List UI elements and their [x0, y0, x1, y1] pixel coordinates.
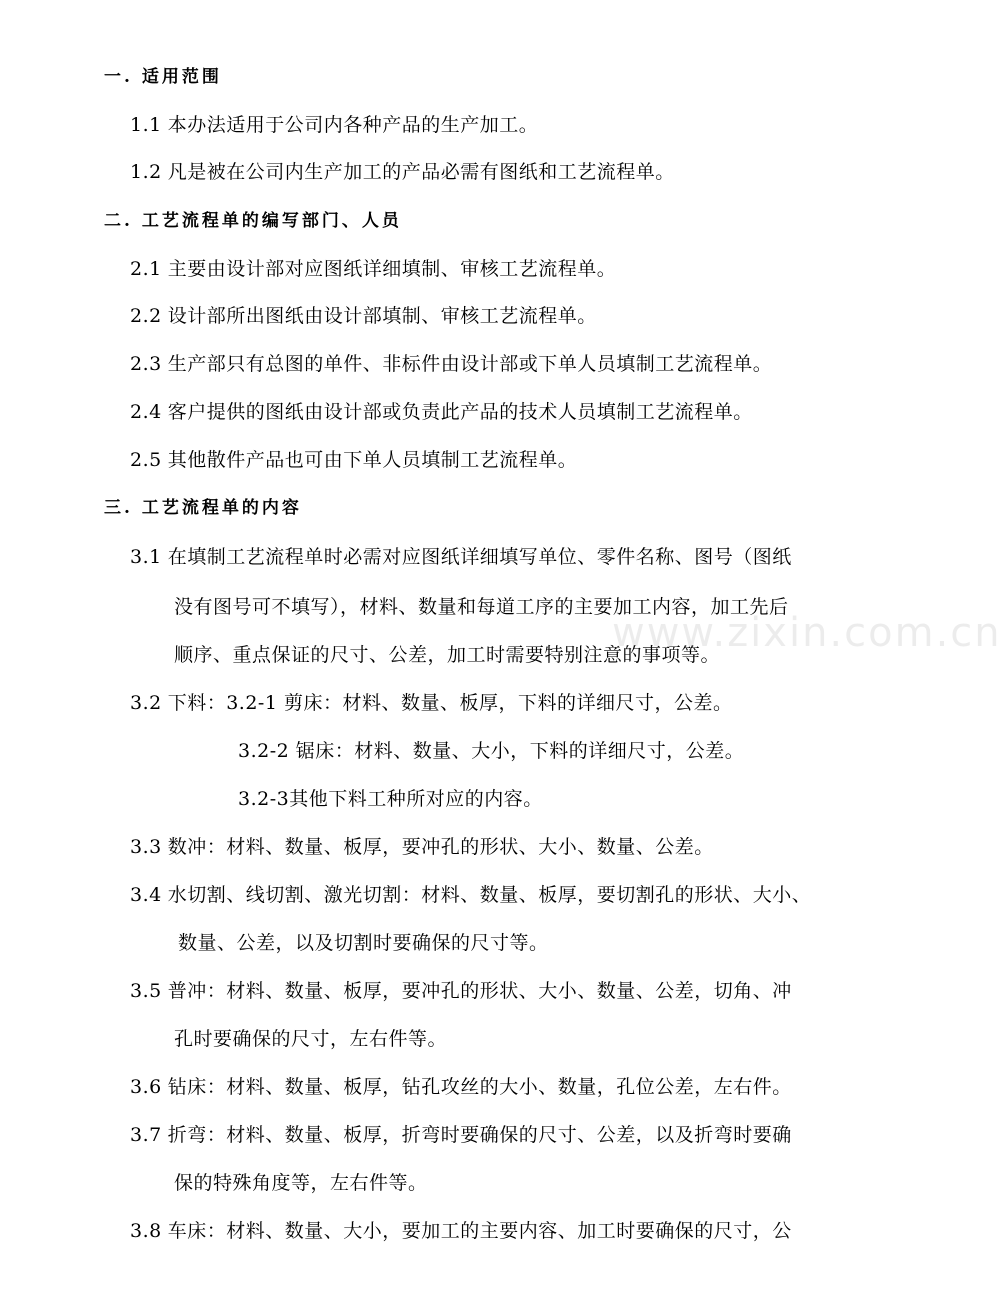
clause-3-7 [130, 1120, 792, 1147]
clause-3-4 [130, 880, 811, 907]
clause-text: 数冲：材料、数量、板厚，要冲孔的形状、大小、数量、公差。 [167, 836, 714, 858]
clause-1-2 [130, 157, 675, 184]
section-heading-3: 三. 工艺流程单的内容 [104, 498, 302, 518]
clause-number: 1.2 [130, 161, 162, 183]
clause-number: 3.3 [130, 836, 162, 858]
clause-number: 3.1 [130, 546, 162, 568]
clause-2-2 [130, 301, 597, 328]
clause-3-4-continuation: 数量、公差，以及切割时要确保的尺寸等。 [178, 932, 549, 954]
clause-text: 折弯：材料、数量、板厚，折弯时要确保的尺寸、公差，以及折弯时要确 [167, 1124, 792, 1146]
clause-3-1 [130, 542, 792, 569]
clause-3-1-continuation: 顺序、重点保证的尺寸、公差，加工时需要特别注意的事项等。 [174, 644, 721, 666]
clause-number: 2.3 [130, 353, 162, 375]
clause-number: 3.5 [130, 980, 162, 1002]
clause-3-5-continuation: 孔时要确保的尺寸，左右件等。 [174, 1028, 448, 1050]
clause-text: 普冲：材料、数量、板厚，要冲孔的形状、大小、数量、公差，切角、冲 [167, 980, 792, 1002]
clause-text: 本办法适用于公司内各种产品的生产加工。 [167, 114, 539, 136]
clause-number: 3.8 [130, 1220, 162, 1242]
clause-3-2 [130, 688, 733, 715]
clause-number: 3.7 [130, 1124, 162, 1146]
clause-2-1 [130, 254, 616, 281]
section-heading-1: 一. 适用范围 [104, 67, 222, 87]
clause-1-1 [130, 110, 538, 137]
clause-text: 钻床：材料、数量、板厚，钻孔攻丝的大小、数量，孔位公差，左右件。 [167, 1076, 792, 1098]
clause-3-3 [130, 832, 714, 859]
clause-3-6 [130, 1072, 792, 1099]
clause-text: 主要由设计部对应图纸详细填制、审核工艺流程单。 [167, 258, 617, 280]
clause-number: 3.2 [130, 692, 162, 714]
clause-3-8 [130, 1216, 792, 1243]
clause-3-2-sub: 3.2-3其他下料工种所对应的内容。 [238, 788, 543, 810]
clause-3-1-continuation: 没有图号可不填写），材料、数量和每道工序的主要加工内容，加工先后 [174, 596, 789, 618]
clause-text: 在填制工艺流程单时必需对应图纸详细填写单位、零件名称、图号（图纸 [167, 546, 792, 568]
clause-3-2-sub: 3.2-2 锯床：材料、数量、大小，下料的详细尺寸，公差。 [238, 740, 745, 762]
clause-text: 凡是被在公司内生产加工的产品必需有图纸和工艺流程单。 [167, 161, 675, 183]
clause-number: 2.4 [130, 401, 162, 423]
clause-number: 1.1 [130, 114, 162, 136]
clause-text: 水切割、线切割、激光切割：材料、数量、板厚，要切割孔的形状、大小、 [167, 884, 812, 906]
clause-2-4 [130, 397, 753, 424]
clause-number: 2.5 [130, 449, 162, 471]
clause-text: 车床：材料、数量、大小，要加工的主要内容、加工时要确保的尺寸，公 [167, 1220, 792, 1242]
clause-number: 2.2 [130, 305, 162, 327]
clause-3-7-continuation: 保的特殊角度等，左右件等。 [174, 1172, 428, 1194]
clause-2-3 [130, 349, 772, 376]
clause-text: 设计部所出图纸由设计部填制、审核工艺流程单。 [167, 305, 597, 327]
section-heading-2: 二. 工艺流程单的编写部门、人员 [104, 211, 402, 231]
clause-3-5 [130, 976, 792, 1003]
clause-text: 客户提供的图纸由设计部或负责此产品的技术人员填制工艺流程单。 [167, 401, 753, 423]
clause-number: 3.6 [130, 1076, 162, 1098]
clause-text: 下料：3.2-1 剪床：材料、数量、板厚，下料的详细尺寸，公差。 [167, 692, 733, 714]
clause-text: 生产部只有总图的单件、非标件由设计部或下单人员填制工艺流程单。 [167, 353, 773, 375]
watermark: www.zixin.com.cn [612, 610, 1002, 656]
clause-text: 其他散件产品也可由下单人员填制工艺流程单。 [167, 449, 578, 471]
clause-number: 3.4 [130, 884, 162, 906]
clause-2-5 [130, 445, 577, 472]
clause-number: 2.1 [130, 258, 162, 280]
